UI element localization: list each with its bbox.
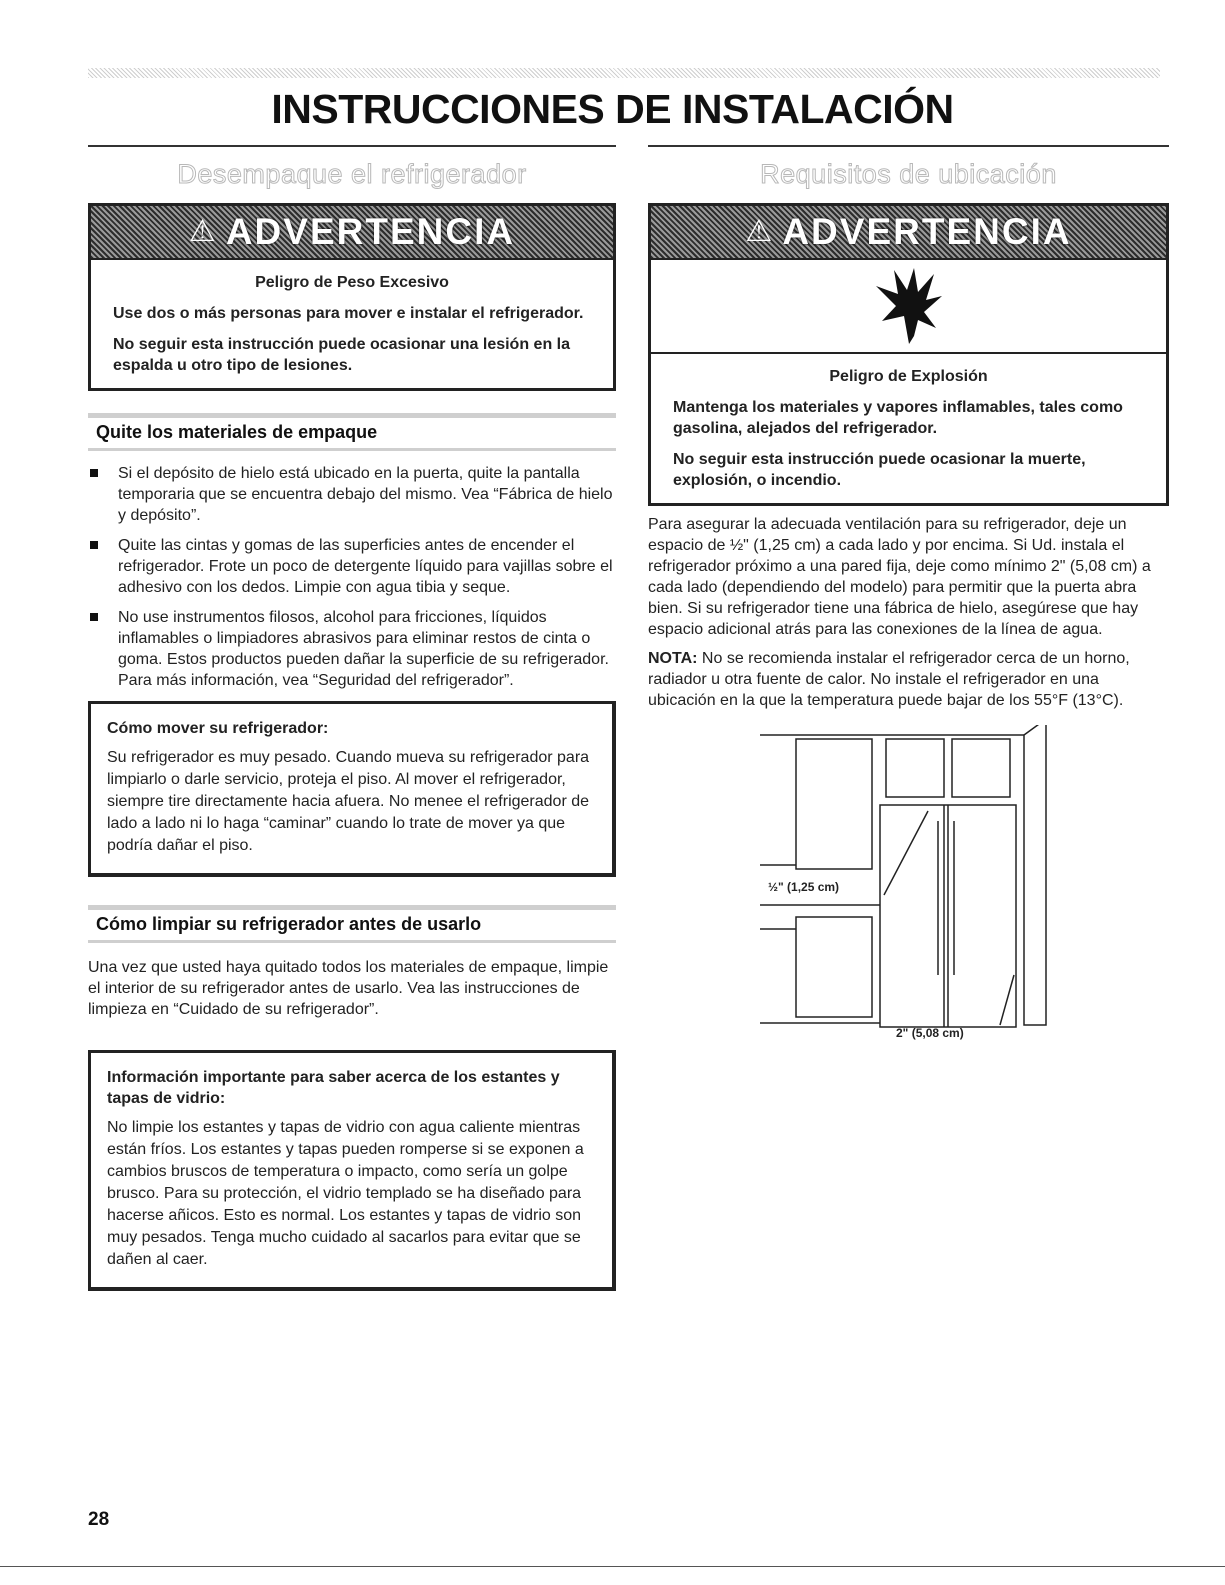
warning-box-weight	[88, 203, 616, 391]
subheading-remove-packaging: Quite los materiales de empaque	[88, 413, 616, 451]
info-box-heading: Cómo mover su refrigerador:	[107, 720, 329, 737]
ventilation-paragraph: Para asegurar la adecuada ventilación para su refrigerador, deje un espacio de ½" (1,25 cm) a cada lado y por encima. Si Ud. instala el refrigerador próximo a una pared fija, deje como mínimo 2" (5,08 cm) a cada lado (dependiendo del modelo) para permitir que la puerta abra bien. Si su refrigerador tiene una fábrica de hielo, asegúrese que hay espacio adicional atrás para las conexiones de la línea de agua.	[648, 516, 1151, 638]
info-box-glass	[88, 1050, 616, 1291]
section-rule	[648, 145, 1169, 147]
right-column	[648, 145, 1169, 1040]
bullet-list	[88, 463, 616, 691]
note-label: NOTA:	[648, 650, 698, 667]
section-rule	[88, 145, 616, 147]
left-column	[88, 145, 616, 1291]
label-two-inch: 2" (5,08 cm)	[896, 1026, 964, 1040]
list-item: Si el depósito de hielo está ubicado en la puerta, quite la pantalla temporaria que se encuentra debajo del mismo. Vea “Fábrica de hielo y depósito”.	[88, 463, 616, 526]
clearance-diagram	[756, 725, 1056, 1040]
bottom-rule	[0, 1566, 1225, 1567]
info-box-heading: Información importante para saber acerca de los estantes y tapas de vidrio:	[107, 1069, 560, 1107]
warning-label: ADVERTENCIA	[782, 211, 1072, 252]
warning-triangle-icon: ⚠	[188, 215, 216, 248]
hazard-title: Peligro de Peso Excesivo	[255, 274, 449, 291]
refrigerator-clearance-illustration	[756, 725, 1056, 1040]
warning-header	[651, 206, 1166, 260]
warning-triangle-icon: ⚠	[745, 215, 773, 248]
subheading-cleaning: Cómo limpiar su refrigerador antes de usarlo	[88, 905, 616, 943]
list-item: Quite las cintas y gomas de las superficies antes de encender el refrigerador. Frote un poco de detergente líquido para vajillas sobre el adhesivo con los dedos. Limpie con agua tibia y seque.	[88, 535, 616, 598]
warning-header	[91, 206, 613, 260]
warning-line-2: No seguir esta instrucción puede ocasionar la muerte, explosión, o incendio.	[673, 451, 1086, 489]
info-box-text: Su refrigerador es muy pesado. Cuando mueva su refrigerador para limpiarlo o darle servicio, proteja el piso. Al mover el refrigerador, siempre tire directamente hacia afuera. No menee el refrigerador de lado a lado ni lo haga “caminar” cuando lo trate de mover ya que podría dañar el piso.	[107, 749, 590, 854]
warning-body	[91, 260, 613, 388]
warning-label: ADVERTENCIA	[225, 211, 516, 252]
list-item: No use instrumentos filosos, alcohol para fricciones, líquidos inflamables o limpiadores abrasivos para eliminar restos de cinta o goma. Estos productos pueden dañar la superficie de su refrigerador. Para más información, vea “Seguridad del refrigerador”.	[88, 607, 616, 691]
warning-line-2: No seguir esta instrucción puede ocasionar una lesión en la espalda u otro tipo de lesiones.	[113, 336, 571, 374]
warning-body	[651, 354, 1166, 503]
cleaning-paragraph: Una vez que usted haya quitado todos los materiales de empaque, limpie el interior de su refrigerador antes de usarlo. Vea las instrucciones de limpieza en “Cuidado de su refrigerador”.	[88, 959, 609, 1018]
info-box-text: No limpie los estantes y tapas de vidrio con agua caliente mientras están fríos. Los estantes y tapas pueden romperse si se exponen a cambios bruscos de temperatura o impacto, como sería un golpe brusco. Para su protección, el vidrio templado se ha diseñado para hacerse añicos. Esto es normal. Los estantes y tapas de vidrio son muy pesados. Tenga mucho cuidado al sacarlos para evitar que se dañen al caer.	[107, 1119, 584, 1268]
page-title: INSTRUCCIONES DE INSTALACIÓN	[271, 86, 954, 132]
page-number: 28	[88, 1509, 110, 1530]
warning-line-1: Mantenga los materiales y vapores inflamables, tales como gasolina, alejados del refrigerador.	[673, 399, 1123, 437]
warning-box-explosion	[648, 203, 1169, 506]
note-paragraph	[648, 648, 1169, 711]
explosion-icon	[651, 260, 1166, 354]
info-box-moving	[88, 701, 616, 877]
hazard-title: Peligro de Explosión	[829, 368, 988, 385]
section-title-location: Requisitos de ubicación	[760, 159, 1057, 189]
top-border	[88, 68, 1160, 78]
note-text: No se recomienda instalar el refrigerador cerca de un horno, radiador u otra fuente de calor. No instale el refrigerador en una ubicación en la que la temperatura puede bajar de los 55°F (13°C).	[648, 650, 1130, 709]
section-title-unpack: Desempaque el refrigerador	[177, 159, 527, 189]
warning-line-1: Use dos o más personas para mover e instalar el refrigerador.	[113, 305, 584, 322]
label-half-inch: ½" (1,25 cm)	[768, 880, 840, 894]
